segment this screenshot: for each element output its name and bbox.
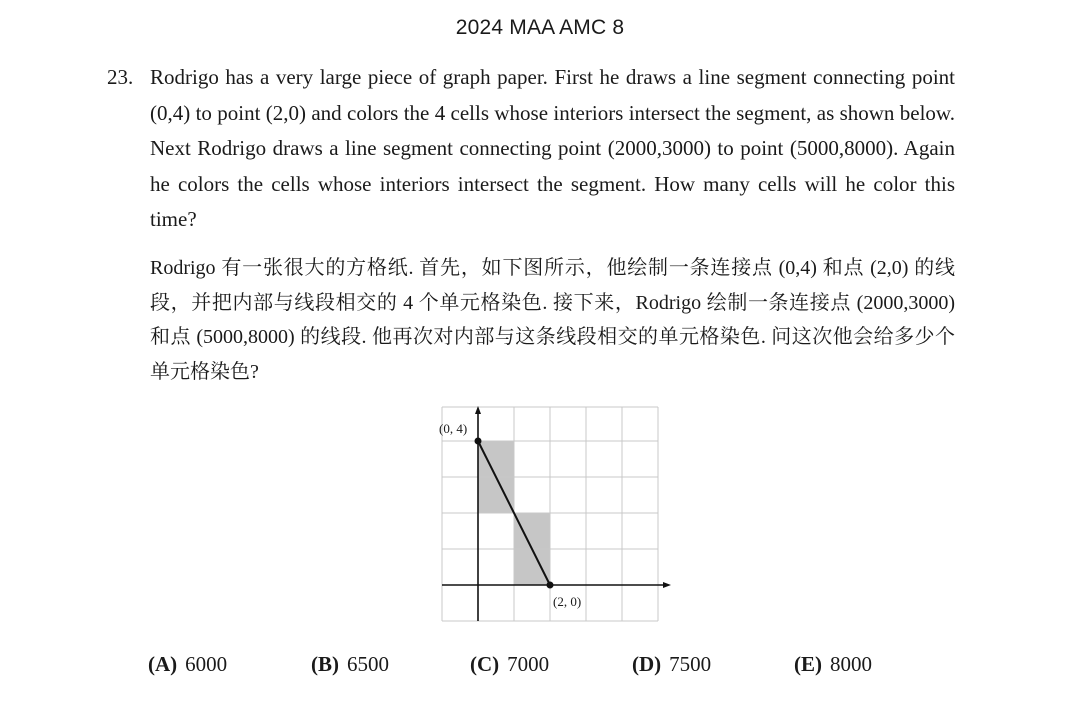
choice-letter: (B) — [311, 652, 339, 676]
shaded-cell-3 — [514, 513, 550, 549]
choice-letter: (E) — [794, 652, 822, 676]
choice-letter: (D) — [632, 652, 662, 676]
choice-a[interactable] — [148, 652, 227, 677]
graph-svg — [433, 403, 673, 625]
shaded-cell-1 — [478, 441, 514, 477]
shaded-cell-2 — [478, 477, 514, 513]
choice-value: 7000 — [507, 652, 550, 676]
start-point — [475, 438, 482, 445]
page-header: 2024 MAA AMC 8 — [455, 16, 625, 39]
answer-choices — [148, 652, 948, 686]
choice-value: 6000 — [185, 652, 228, 676]
start-point-label: (0, 4) — [439, 421, 468, 436]
end-point-label: (2, 0) — [553, 594, 582, 609]
choice-letter: (C) — [470, 652, 500, 676]
shaded-cell-4 — [514, 549, 550, 585]
graph-figure — [433, 403, 673, 625]
end-point — [547, 582, 554, 589]
choice-d[interactable] — [632, 652, 711, 677]
choice-c[interactable] — [470, 652, 549, 677]
problem-text-chinese: Rodrigo 有一张很大的方格纸. 首先，如下图所示，他绘制一条连接点 (0,4) 和点 (2,0) 的线段，并把内部与线段相交的 4 个单元格染色. 接下来，Rodrigo 绘制一条连接点 (2000,3000) 和点 (5000,8000) 的线段. 他再次对内部与这条线段相交的单元格染色. 问这次他会给多少个单元格染色? — [150, 257, 955, 383]
problem-text-english: Rodrigo has a very large piece of graph paper. First he draws a line segment connecting point (0,4) to point (2,0) and colors the 4 cells whose interiors intersect the segment, as shown below. Next Rodrigo draws a line segment connecting point (2000,3000) to point (5000,8000). Again he colors the cells whose interiors intersect the segment. How many cells will he color this time? — [150, 65, 955, 231]
choice-letter: (A) — [148, 652, 178, 676]
choice-value: 8000 — [830, 652, 872, 676]
choice-value: 6500 — [347, 652, 389, 676]
choice-value: 7500 — [669, 652, 712, 676]
choice-b[interactable] — [311, 652, 389, 677]
choice-e[interactable] — [794, 652, 872, 677]
x-axis-arrow-icon — [663, 582, 671, 588]
grid-lines — [442, 407, 658, 621]
problem-number: 23. — [107, 65, 134, 89]
